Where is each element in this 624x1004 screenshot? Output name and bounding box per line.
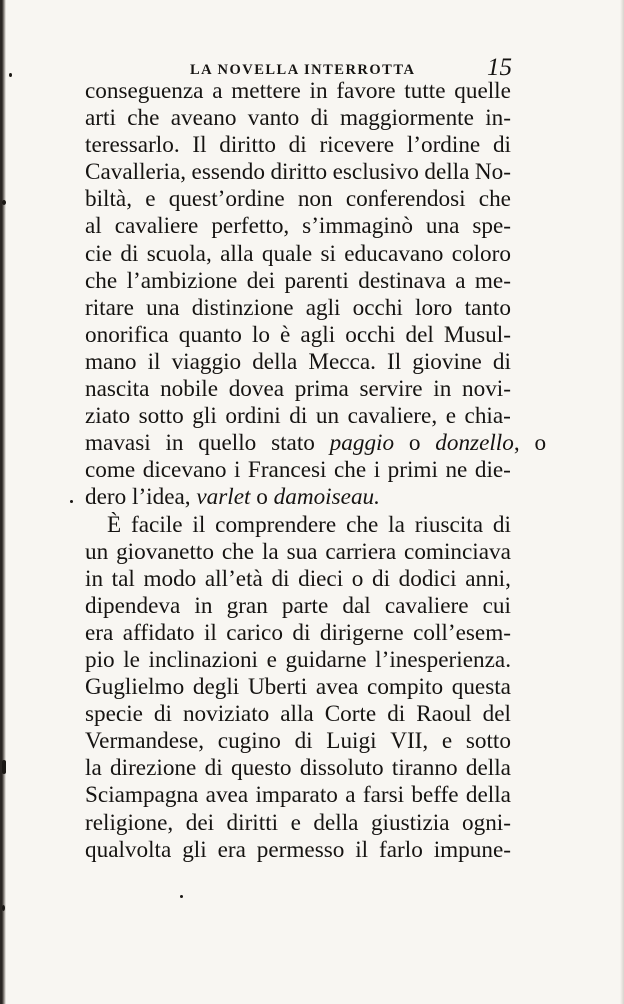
- text-word: che: [334, 457, 367, 484]
- text-line: [85, 322, 511, 349]
- text-word: coloro: [451, 240, 511, 267]
- text-line: [85, 186, 511, 213]
- italic-term: paggio: [329, 430, 395, 457]
- text-word: spe-: [472, 213, 511, 240]
- text-word: l’ordine: [406, 132, 481, 159]
- text-word: di: [310, 105, 329, 132]
- text-word: di: [120, 240, 139, 267]
- text-word: giustizia: [370, 809, 450, 836]
- text-word: di: [288, 132, 307, 159]
- text-word: impune-: [433, 836, 511, 863]
- text-word: a: [455, 267, 466, 294]
- text-word: in: [433, 376, 452, 403]
- text-word: prima: [294, 376, 349, 403]
- text-word: come: [85, 457, 136, 484]
- text-word: VII,: [390, 728, 429, 755]
- ink-speck: [70, 500, 73, 503]
- text-segment: o: [250, 484, 274, 511]
- ink-speck: [2, 200, 6, 205]
- text-word: lo: [251, 321, 270, 348]
- text-word: Corte: [324, 701, 377, 728]
- text-word: arti: [85, 105, 116, 132]
- text-word: che: [127, 105, 160, 132]
- text-word: Guglielmo: [85, 674, 185, 701]
- text-word: i: [233, 457, 241, 484]
- page-left-edge: [0, 0, 6, 1004]
- text-word: facile: [131, 511, 183, 538]
- text-word: e: [445, 403, 456, 430]
- text-word: carico: [226, 619, 283, 646]
- text-line: [85, 647, 511, 674]
- text-word: del: [405, 321, 434, 348]
- text-word: dovea: [228, 376, 285, 403]
- text-word: di: [153, 701, 172, 728]
- text-word: dei: [185, 809, 215, 836]
- text-word: vanto: [247, 105, 300, 132]
- text-word: qualvolta: [85, 836, 172, 863]
- text-word: religione,: [85, 809, 174, 836]
- italic-term: damoiseau.: [273, 484, 380, 511]
- italic-term: varlet: [196, 484, 251, 511]
- text-word: di: [294, 728, 313, 755]
- text-word: imparato: [255, 782, 338, 809]
- text-word: viaggio: [171, 348, 242, 375]
- text-word: esclusivo: [332, 159, 419, 186]
- text-line: [85, 105, 511, 132]
- text-word: parenti: [284, 267, 349, 294]
- text-word: cavaliere: [114, 213, 199, 240]
- text-word: giovanetto: [116, 538, 214, 565]
- text-word: tanto: [464, 294, 511, 321]
- text-line: [85, 376, 511, 403]
- text-word: Cavalleria,: [85, 159, 187, 186]
- text-word: Uberti: [247, 674, 308, 701]
- italic-term: donzello: [435, 430, 514, 457]
- text-word: specie: [85, 701, 143, 728]
- text-word: si: [320, 240, 336, 267]
- text-line: [85, 213, 511, 240]
- text-word: diritto: [270, 159, 328, 186]
- text-segment: mavasi in quello stato: [85, 430, 330, 457]
- text-word: degli: [192, 674, 240, 701]
- text-word: farsi: [362, 782, 405, 809]
- text-word: servire: [359, 376, 423, 403]
- text-word: sua: [286, 538, 318, 565]
- text-line: [85, 241, 511, 268]
- text-word: avea: [205, 782, 249, 809]
- text-word: loro: [415, 294, 453, 321]
- text-line: [85, 132, 511, 159]
- text-word: coll’esem-: [413, 619, 511, 646]
- running-title: LA NOVELLA INTERROTTA: [190, 62, 416, 78]
- text-word: direzione: [110, 755, 197, 782]
- text-word: parte: [281, 592, 329, 619]
- text-word: diritti: [226, 809, 279, 836]
- text-word: all’età: [204, 565, 263, 592]
- text-word: primi: [387, 457, 438, 484]
- text-word: maggiormente: [339, 105, 474, 132]
- text-word: anni,: [465, 565, 511, 592]
- text-word: questo: [230, 755, 292, 782]
- text-word: i: [373, 457, 381, 484]
- text-word: Musul-: [443, 321, 511, 348]
- text-word: una: [425, 213, 460, 240]
- text-word: ricevere: [319, 132, 395, 159]
- text-word: in-: [485, 105, 511, 132]
- text-word: No-: [474, 159, 511, 186]
- text-word: noviziato: [182, 701, 270, 728]
- text-word: Raoul: [416, 701, 472, 728]
- text-word: di: [492, 348, 511, 375]
- text-word: un: [85, 538, 109, 565]
- text-word: affidato: [122, 619, 195, 646]
- text-word: dissoluto: [299, 755, 384, 782]
- text-word: biltà,: [85, 186, 133, 213]
- text-word: il: [192, 511, 206, 538]
- text-word: gli: [192, 403, 217, 430]
- text-word: occhi: [345, 321, 396, 348]
- text-word: della: [465, 782, 511, 809]
- text-line: [85, 457, 511, 484]
- text-word: una: [146, 294, 180, 321]
- text-line: [85, 593, 511, 620]
- text-line: [85, 159, 511, 186]
- text-word: aveano: [170, 105, 237, 132]
- text-word: quale: [261, 240, 313, 267]
- text-word: inclinazioni: [148, 646, 258, 673]
- text-word: a: [345, 782, 356, 809]
- text-word: conseguenza: [85, 78, 204, 104]
- text-line: [85, 268, 511, 295]
- text-word: la: [85, 755, 102, 782]
- text-word: ziato: [85, 403, 131, 430]
- text-word: in: [85, 565, 104, 592]
- text-line: [85, 539, 511, 566]
- text-word: perfetto,: [211, 213, 290, 240]
- text-word: occhi: [352, 294, 403, 321]
- text-line: [85, 403, 511, 430]
- text-word: tiranno: [391, 755, 458, 782]
- text-word: dal: [342, 592, 371, 619]
- text-word: Francesi: [247, 457, 327, 484]
- text-word: conferendosi: [345, 186, 466, 213]
- text-word: è: [280, 321, 291, 348]
- text-word: dirigerne: [319, 619, 404, 646]
- text-word: ritare: [85, 294, 134, 321]
- text-word: dipendeva: [85, 592, 181, 619]
- text-word: quelle: [454, 78, 511, 104]
- text-word: nascita: [85, 376, 150, 403]
- text-word: diritto: [219, 132, 276, 159]
- text-word: a: [212, 78, 223, 104]
- page-number: 15: [487, 54, 512, 81]
- text-word: non: [297, 186, 333, 213]
- text-line: [85, 295, 511, 322]
- ink-speck: [2, 760, 6, 774]
- text-word: mano: [85, 348, 137, 375]
- text-word: tutte: [404, 78, 446, 104]
- text-word: di: [292, 619, 311, 646]
- text-word: beffe: [411, 782, 459, 809]
- text-word: al: [85, 213, 102, 240]
- text-word: cie: [85, 240, 113, 267]
- text-word: chia-: [464, 403, 511, 430]
- text-word: Luigi: [326, 728, 377, 755]
- body-text: [85, 78, 547, 864]
- text-line: [85, 674, 511, 701]
- text-line: [85, 782, 511, 809]
- text-word: di: [204, 755, 223, 782]
- text-word: che: [221, 538, 255, 565]
- text-word: Sciampagna: [85, 782, 199, 809]
- text-word: il: [355, 836, 369, 863]
- text-word: del: [482, 701, 511, 728]
- text-word: nobile: [160, 376, 219, 403]
- text-word: o: [351, 565, 364, 592]
- text-word: me-: [474, 267, 511, 294]
- ink-speck: [9, 73, 12, 77]
- text-word: di: [492, 132, 511, 159]
- text-word: e: [290, 809, 301, 836]
- text-word: l’ambizione: [126, 267, 238, 294]
- text-word: di: [289, 403, 308, 430]
- text-line: [85, 484, 511, 511]
- text-word: teressarlo.: [85, 132, 180, 159]
- text-word: giovine: [412, 348, 482, 375]
- text-word: le: [123, 646, 140, 673]
- text-word: dicevano: [142, 457, 227, 484]
- text-word: alla: [280, 701, 314, 728]
- text-line: [85, 837, 511, 864]
- text-segment: o: [394, 430, 436, 457]
- text-line: [85, 349, 511, 376]
- ink-speck: [180, 895, 183, 898]
- text-word: cavaliere: [384, 592, 469, 619]
- text-word: novi-: [462, 376, 511, 403]
- text-word: della: [424, 159, 470, 186]
- text-word: carriera: [325, 538, 397, 565]
- text-word: Il: [192, 132, 207, 159]
- text-word: cui: [482, 592, 511, 619]
- text-word: sotto: [465, 728, 511, 755]
- text-word: gran: [226, 592, 268, 619]
- text-word: che: [85, 267, 118, 294]
- text-word: che: [478, 186, 511, 213]
- text-word: quest’ordine: [168, 186, 285, 213]
- text-word: onorifica: [85, 321, 169, 348]
- text-word: guidarne: [285, 646, 367, 673]
- text-line: [85, 566, 511, 593]
- text-word: e: [266, 646, 277, 673]
- text-word: dodici: [398, 565, 457, 592]
- text-word: dieci: [298, 565, 344, 592]
- text-word: cugino: [217, 728, 281, 755]
- text-word: la: [261, 538, 279, 565]
- text-word: favore: [336, 78, 396, 104]
- text-word: farlo: [379, 836, 423, 863]
- text-word: era: [85, 619, 114, 646]
- text-word: agli: [305, 294, 341, 321]
- text-word: educavano: [344, 240, 444, 267]
- text-word: scuola,: [146, 240, 212, 267]
- text-word: destinava: [358, 267, 446, 294]
- text-word: in: [194, 592, 213, 619]
- text-word: modo: [143, 565, 197, 592]
- text-word: s’immaginò: [302, 213, 413, 240]
- text-word: permesso: [256, 836, 345, 863]
- text-line: [85, 755, 511, 782]
- text-word: ordini: [225, 403, 281, 430]
- text-word: l’inesperienza.: [375, 646, 511, 673]
- text-word: quanto: [178, 321, 242, 348]
- text-word: avea: [315, 674, 359, 701]
- text-line: [85, 728, 511, 755]
- text-word: pio: [85, 646, 115, 673]
- text-word: che: [346, 511, 379, 538]
- text-segment: dero l’idea,: [85, 484, 197, 511]
- text-word: mettere: [231, 78, 301, 104]
- text-line: [85, 430, 547, 457]
- text-word: il: [147, 348, 161, 375]
- text-word: in: [309, 78, 328, 104]
- text-word: die-: [474, 457, 511, 484]
- text-word: di: [271, 565, 290, 592]
- text-word: compito: [367, 674, 444, 701]
- text-word: di: [492, 511, 511, 538]
- text-word: di: [387, 701, 406, 728]
- text-line: [85, 512, 511, 539]
- text-line: [85, 78, 511, 105]
- text-word: questa: [451, 674, 511, 701]
- text-word: di: [371, 565, 391, 592]
- text-word: della: [313, 809, 359, 836]
- ink-speck: [2, 905, 5, 911]
- text-line: [85, 620, 511, 647]
- text-word: la: [388, 511, 405, 538]
- text-word: era: [217, 836, 246, 863]
- text-word: e: [441, 728, 453, 755]
- text-word: comprendere: [215, 511, 337, 538]
- text-word: Mecca.: [308, 348, 376, 375]
- text-word: È: [107, 511, 122, 538]
- text-word: sotto: [138, 403, 184, 430]
- text-word: un: [315, 403, 340, 430]
- text-word: gli: [182, 836, 207, 863]
- text-word: ne: [445, 457, 468, 484]
- text-word: ogni-: [462, 809, 511, 836]
- text-word: alla: [220, 240, 254, 267]
- text-word: e: [145, 186, 156, 213]
- text-word: il: [203, 619, 217, 646]
- text-line: [85, 701, 511, 728]
- text-word: distinzione: [191, 294, 294, 321]
- text-word: della: [252, 348, 298, 375]
- page-right-edge: [620, 0, 624, 1004]
- text-word: dei: [246, 267, 276, 294]
- text-word: Il: [387, 348, 402, 375]
- text-word: tal: [111, 565, 135, 592]
- text-word: essendo: [191, 159, 265, 186]
- text-word: della: [465, 755, 511, 782]
- text-word: cavaliere,: [347, 403, 438, 430]
- text-word: Vermandese,: [85, 728, 205, 755]
- text-word: cominciava: [404, 538, 511, 565]
- text-word: agli: [300, 321, 336, 348]
- text-segment: , o: [513, 430, 547, 457]
- text-word: riuscita: [414, 511, 483, 538]
- text-line: [85, 810, 511, 837]
